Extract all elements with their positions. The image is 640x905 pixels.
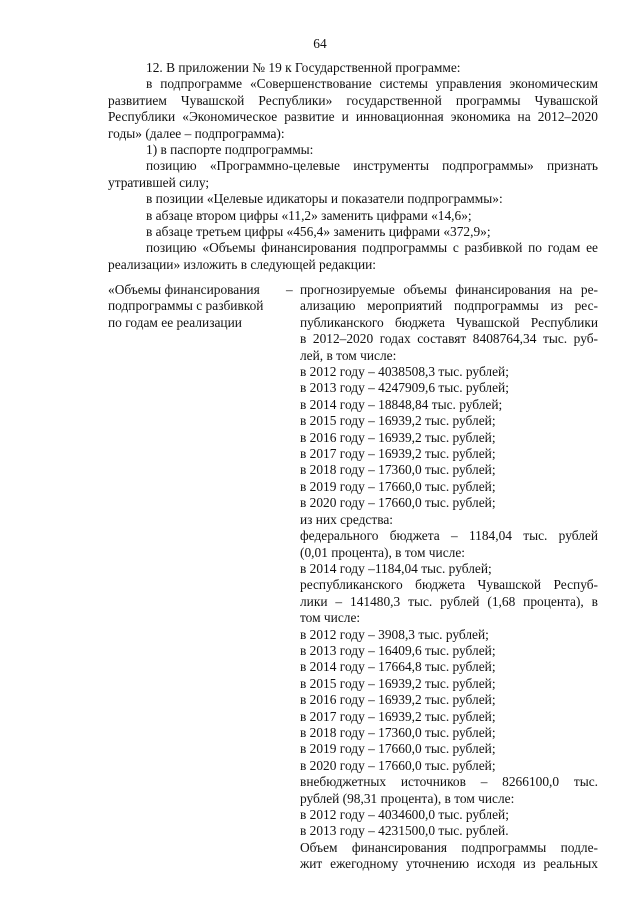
financing-line: в 2015 году – 16939,2 тыс. рублей; — [300, 413, 496, 429]
paragraph-third-abzats: в абзаце третьем цифры «456,4» заменить цифрами «372,9»; — [146, 224, 491, 240]
financing-line: внебюджетных источников – 8266100,0 тыс. — [300, 774, 598, 790]
financing-line: рублей (98,31 процента), в том числе: — [300, 790, 515, 806]
financing-line: федерального бюджета – 1184,04 тыс. рублей — [300, 528, 598, 544]
financing-line: в 2017 году – 16939,2 тыс. рублей; — [300, 708, 496, 724]
financing-line: в 2018 году – 17360,0 тыс. рублей; — [300, 462, 496, 478]
paragraph-second-abzats: в абзаце втором цифры «11,2» заменить цифрами «14,6»; — [146, 207, 472, 223]
financing-line: в 2019 году – 17660,0 тыс. рублей; — [300, 741, 496, 757]
financing-line: в 2017 году – 16939,2 тыс. рублей; — [300, 446, 496, 462]
financing-line: публиканского бюджета Чувашской Республики — [300, 314, 598, 330]
financing-line: в 2012–2020 годах составят 8408764,34 тыс. руб- — [300, 331, 598, 347]
financing-line: в 2014 году – 17664,8 тыс. рублей; — [300, 659, 496, 675]
financing-line: жит ежегодному уточнению исходя из реальных — [300, 856, 598, 872]
document-body — [108, 60, 598, 273]
financing-line: из них средства: — [300, 511, 394, 527]
page-number: 64 — [313, 36, 327, 51]
financing-line: в 2014 году – 18848,84 тыс. рублей; — [300, 396, 503, 412]
financing-line: в 2014 году –1184,04 тыс. рублей; — [300, 560, 492, 576]
financing-label: «Объемы финансирования подпрограммы с разбивкой по годам ее реализации — [108, 282, 264, 330]
financing-line: лей, в том числе: — [300, 347, 397, 363]
financing-line: в 2015 году – 16939,2 тыс. рублей; — [300, 675, 496, 691]
financing-line: в 2019 году – 17660,0 тыс. рублей; — [300, 478, 496, 494]
table-dash: – — [286, 282, 293, 297]
financing-line: в 2012 году – 4038508,3 тыс. рублей; — [300, 364, 509, 380]
financing-line: в 2013 году – 16409,6 тыс. рублей; — [300, 642, 496, 658]
financing-line: прогнозируемые объемы финансирования на ре- — [300, 282, 598, 297]
financing-line: в 2012 году – 4034600,0 тыс. рублей; — [300, 807, 509, 822]
financing-line: Объем финансирования подпрограммы подле- — [300, 839, 598, 855]
financing-line: ализацию мероприятий подпрограммы из рес- — [300, 298, 598, 314]
financing-details — [300, 282, 598, 873]
paragraph-item-12: 12. В приложении № 19 к Государственной программе: — [146, 60, 461, 75]
financing-line: (0,01 процента), в том числе: — [300, 544, 465, 560]
financing-line: республиканского бюджета Чувашской Респуб- — [300, 577, 598, 593]
financing-line: том числе: — [300, 610, 361, 626]
financing-line: в 2020 году – 17660,0 тыс. рублей; — [300, 495, 496, 511]
financing-line: в 2013 году – 4247909,6 тыс. рублей; — [300, 380, 509, 396]
financing-line: в 2016 году – 16939,2 тыс. рублей; — [300, 429, 496, 445]
financing-line: в 2013 году – 4231500,0 тыс. рублей. — [300, 823, 509, 839]
financing-line: в 2018 году – 17360,0 тыс. рублей; — [300, 724, 496, 740]
paragraph-financing-position: позицию «Объемы финансирования подпрограммы с разбивкой по годам ее реализации» изложить в следующей редакции: — [108, 240, 598, 272]
paragraph-instruments: позицию «Программно-целевые инструменты подпрограммы» признать утратившей силу; — [108, 158, 598, 190]
financing-line: в 2012 году – 3908,3 тыс. рублей; — [300, 626, 489, 642]
paragraph-passport: 1) в паспорте подпрограммы: — [146, 142, 314, 158]
paragraph-indicators: в позиции «Целевые идикаторы и показатели подпрограммы»: — [146, 191, 503, 207]
paragraph-subprogram: в подпрограмме «Совершенствование системы управления экономическим развитием Чувашской Республики» государственной программы Чувашской Республики «Экономическое развитие и инновационная экономика на 2012–2020 годы» (далее – подпрограмма): — [108, 76, 598, 141]
financing-line: лики – 141480,3 тыс. рублей (1,68 процента), в — [300, 593, 598, 609]
financing-line: в 2016 году – 16939,2 тыс. рублей; — [300, 692, 496, 708]
financing-line: в 2020 году – 17660,0 тыс. рублей; — [300, 757, 496, 773]
